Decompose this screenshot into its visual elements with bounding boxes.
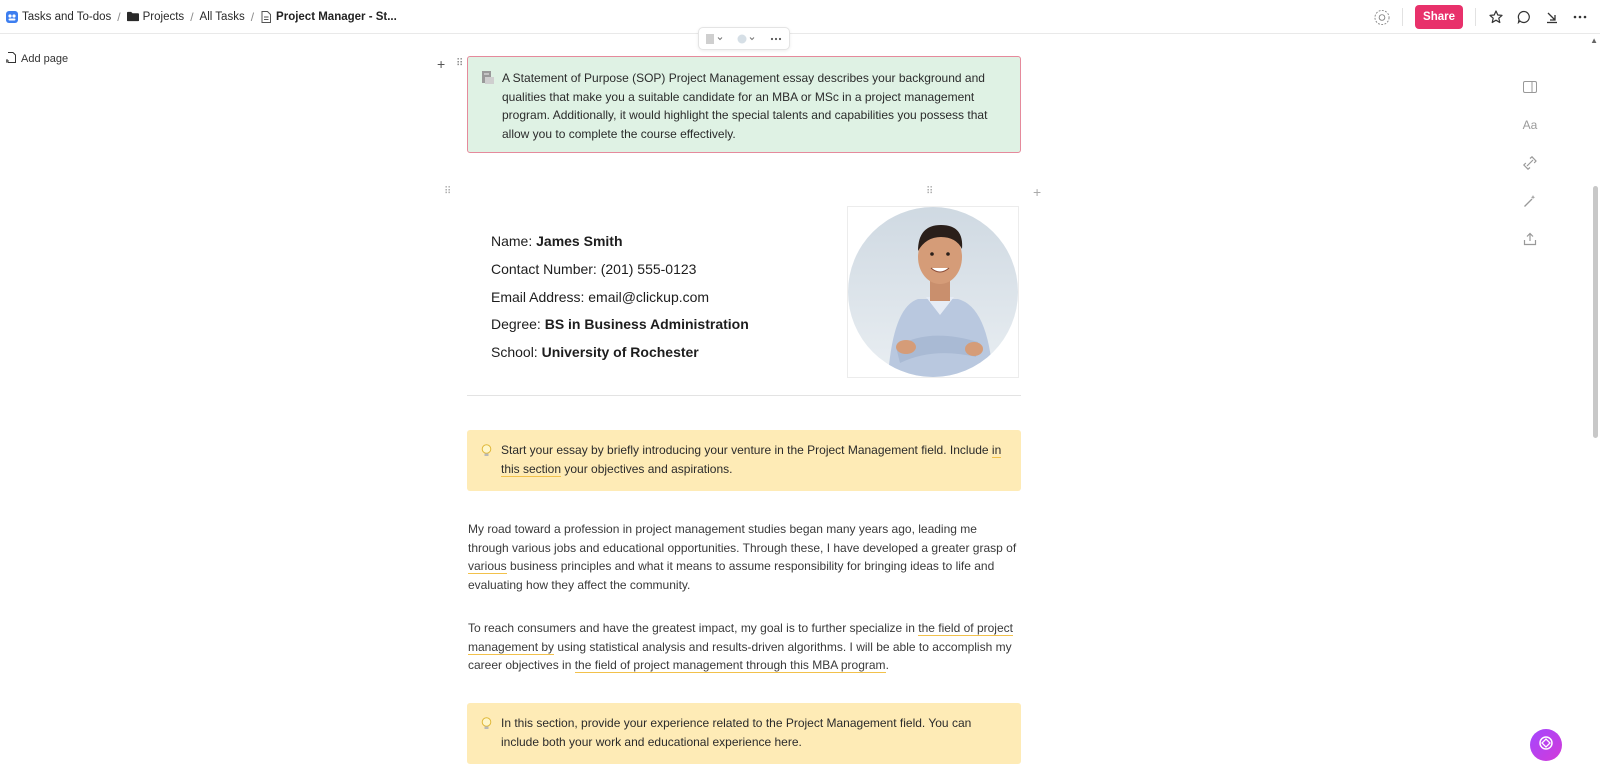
doc-icon	[482, 71, 495, 91]
breadcrumb-label: Tasks and To-dos	[22, 10, 112, 23]
profile-photo	[848, 207, 1018, 377]
breadcrumb-projects[interactable]	[127, 11, 185, 23]
tip-callout-text: In this section, provide your experience related to the Project Management field. You can include both your work and educational experience here.	[501, 716, 972, 749]
tip-text: your objectives and aspirations.	[561, 461, 733, 476]
tip-callout	[467, 703, 1021, 764]
ai-status-icon[interactable]	[1374, 9, 1390, 25]
intro-callout	[467, 56, 1021, 153]
ai-assistant-button[interactable]	[1530, 729, 1562, 761]
add-block-button[interactable]: +	[437, 56, 446, 72]
breadcrumb-separator: /	[190, 9, 194, 24]
essay-paragraph	[468, 619, 1020, 675]
breadcrumb-separator: /	[117, 9, 121, 24]
magic-wand-icon[interactable]	[1521, 192, 1539, 210]
divider	[1475, 8, 1476, 26]
right-side-toolbar	[1521, 78, 1539, 248]
profile-details	[491, 228, 749, 367]
header-tools	[1374, 0, 1588, 34]
link-icon[interactable]	[1521, 154, 1539, 172]
paragraph-text: business principles and what it means to assume responsibility for bringing ideas to life and evaluating how they affect the community.	[468, 559, 995, 592]
lightbulb-icon	[481, 717, 492, 737]
upload-icon[interactable]	[1521, 230, 1539, 248]
breadcrumb-current-doc[interactable]	[260, 11, 397, 23]
school-value: University of Rochester	[541, 344, 699, 361]
profile-photo-frame[interactable]	[847, 206, 1019, 378]
degree-label: Degree:	[491, 316, 545, 333]
comment-icon[interactable]	[1516, 9, 1532, 25]
breadcrumb-separator: /	[250, 9, 255, 24]
top-bar	[0, 0, 1600, 34]
share-button[interactable]: Share	[1415, 5, 1463, 29]
intro-callout-text: A Statement of Purpose (SOP) Project Management essay describes your background and qualities that make you a suitable candidate for an MBA or MSc in a project management program. Additionally, it would highlight the special talents and capabilities you possess that allow you to complete the course effectively.	[502, 71, 988, 141]
folder-icon	[127, 11, 139, 23]
page-style-dropdown[interactable]	[706, 34, 724, 44]
paragraph-text-highlight: various	[468, 559, 507, 574]
profile-school	[491, 339, 749, 367]
add-column-button[interactable]: +	[1033, 184, 1042, 200]
paragraph-text-highlight: the field of project management through this MBA program	[574, 658, 886, 673]
contact-label: Contact Number:	[491, 260, 601, 277]
paragraph-text: To reach consumers and have the greatest impact, my goal is to further specialize in	[468, 621, 919, 635]
tip-callout	[467, 430, 1021, 491]
more-icon[interactable]	[770, 37, 782, 41]
workspace-icon	[6, 11, 18, 23]
add-page-icon	[6, 52, 16, 66]
breadcrumb-label: All Tasks	[199, 10, 245, 23]
paragraph-text-highlight: the field of project management by	[468, 621, 1013, 654]
paragraph-text: My road toward a profession in project management studies began many years ago, leading me through various jobs and educational opportunities. Through these, I have developed a greater grasp of	[468, 522, 1017, 555]
email-value: email@clickup.com	[588, 288, 710, 305]
drag-handle-icon[interactable]: ⠿	[444, 186, 452, 197]
tip-text-highlight: in this section	[501, 443, 1002, 476]
breadcrumb	[0, 10, 397, 24]
breadcrumb-workspace[interactable]	[6, 11, 111, 23]
profile-contact	[491, 256, 749, 284]
paragraph-text: .	[885, 658, 889, 673]
tip-text: Start your essay by briefly introducing your venture in the Project Management field. Include	[501, 443, 992, 457]
scrollbar[interactable]	[1593, 186, 1598, 438]
email-label: Email Address:	[491, 288, 589, 305]
add-page-label: Add page	[21, 53, 69, 65]
doc-toolbar	[698, 27, 790, 50]
lightbulb-icon	[481, 444, 492, 464]
image-drag-handle-icon[interactable]: ⠿	[926, 186, 934, 197]
doc-icon	[260, 11, 272, 23]
name-label: Name:	[491, 233, 537, 249]
ai-assistant-icon	[1538, 735, 1554, 756]
school-label: School:	[491, 344, 542, 361]
panel-icon[interactable]	[1521, 78, 1539, 96]
breadcrumb-label: Project Manager - St...	[276, 10, 397, 23]
section-divider	[467, 395, 1021, 396]
paragraph-text: using statistical analysis and results-driven algorithms. I will be able to accomplish my career objectives in	[468, 639, 1012, 673]
tip-callout-text	[467, 430, 1021, 478]
essay-paragraph	[468, 520, 1020, 594]
scroll-up-arrow[interactable]: ▲	[1590, 36, 1598, 45]
more-options-icon[interactable]	[1572, 9, 1588, 25]
breadcrumb-label: Projects	[142, 10, 185, 23]
drag-handle-icon[interactable]: ⠿	[456, 58, 463, 69]
star-icon[interactable]	[1488, 9, 1504, 25]
profile-email	[491, 284, 749, 312]
name-value: James Smith	[536, 233, 623, 249]
typography-icon[interactable]: Aa	[1522, 118, 1538, 132]
divider	[1402, 8, 1403, 26]
degree-value: BS in Business Administration	[544, 316, 749, 333]
status-dropdown[interactable]	[737, 34, 757, 44]
contact-value: (201) 555-0123	[600, 260, 697, 277]
profile-name	[491, 228, 749, 256]
breadcrumb-all-tasks[interactable]	[200, 11, 245, 23]
profile-degree	[491, 311, 749, 339]
add-page-button[interactable]	[6, 52, 68, 66]
collapse-icon[interactable]	[1544, 9, 1560, 25]
